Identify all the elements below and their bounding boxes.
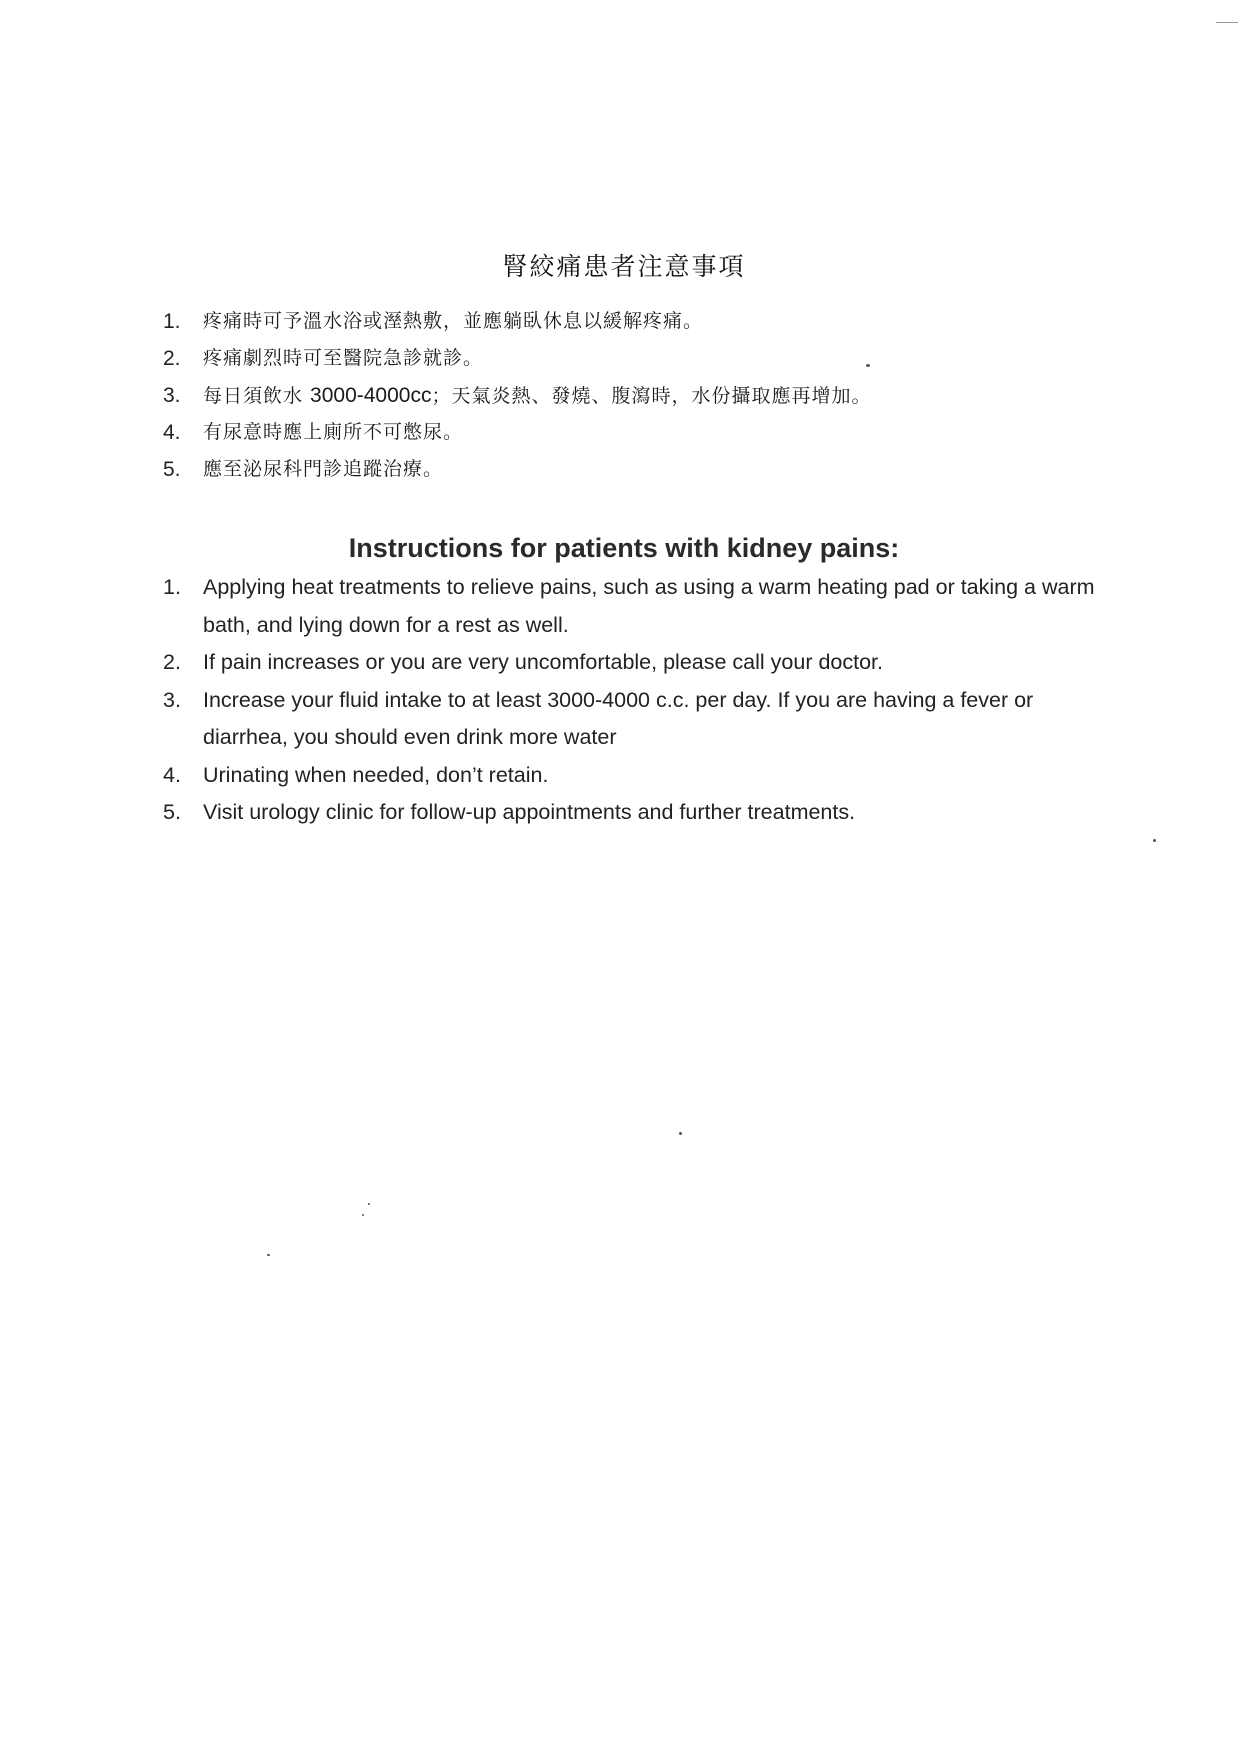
list-item xyxy=(163,569,1103,644)
scan-speck xyxy=(866,364,870,367)
item-text-volume: 3000-4000cc xyxy=(310,384,432,407)
item-text-part: ；天氣炎熱、發燒、腹瀉時，水份攝取應再增加。 xyxy=(431,385,872,407)
item-text: Urinating when needed, don’t retain. xyxy=(203,762,549,787)
chinese-title: 腎絞痛患者注意事項 xyxy=(502,252,746,281)
list-item xyxy=(163,757,1103,795)
list-item xyxy=(163,340,1123,377)
item-text: Increase your fluid intake to at least 3000-4000 c.c. per day. If you are having a fever or diarrhea, you should even drink more water xyxy=(203,687,1034,749)
list-item xyxy=(163,377,1123,414)
item-text: If pain increases or you are very uncomfortable, please call your doctor. xyxy=(203,650,883,674)
list-item xyxy=(163,682,1103,757)
item-text xyxy=(203,377,872,414)
scan-speck xyxy=(679,1132,682,1135)
item-text: 應至泌尿科門診追蹤治療。 xyxy=(203,458,444,480)
corner-mark xyxy=(1216,22,1238,23)
list-item xyxy=(163,303,1123,340)
item-number: 3. xyxy=(163,687,181,712)
scan-speck xyxy=(368,1203,370,1205)
scan-speck xyxy=(1153,839,1156,842)
scan-speck xyxy=(267,1254,270,1256)
item-text: 疼痛劇烈時可至醫院急診就診。 xyxy=(203,347,484,369)
chinese-instruction-list xyxy=(163,303,1123,488)
scan-speck xyxy=(362,1214,364,1216)
item-number: 5. xyxy=(163,800,181,824)
item-number: 4. xyxy=(163,762,181,787)
item-number: 1. xyxy=(163,575,181,599)
item-number: 2. xyxy=(163,650,181,674)
item-number: 3. xyxy=(163,384,181,407)
item-text: 有尿意時應上廁所不可憋尿。 xyxy=(203,421,464,443)
list-item xyxy=(163,414,1123,451)
english-instruction-list xyxy=(163,569,1103,832)
item-number: 1. xyxy=(163,310,181,333)
item-number: 4. xyxy=(163,421,181,444)
item-number: 2. xyxy=(163,347,181,370)
item-text: Visit urology clinic for follow-up appointments and further treatments. xyxy=(203,800,856,824)
list-item xyxy=(163,644,1103,682)
item-text: Applying heat treatments to relieve pains, such as using a warm heating pad or taking a warm bath, and lying down for a rest as well. xyxy=(203,575,1095,637)
list-item xyxy=(163,794,1103,832)
item-number: 5. xyxy=(163,458,181,481)
list-item xyxy=(163,451,1123,488)
item-text: 疼痛時可予溫水浴或溼熱敷，並應躺臥休息以緩解疼痛。 xyxy=(203,310,704,332)
item-text-part: 每日須飲水 xyxy=(203,385,311,407)
english-title: Instructions for patients with kidney pains: xyxy=(348,533,900,563)
